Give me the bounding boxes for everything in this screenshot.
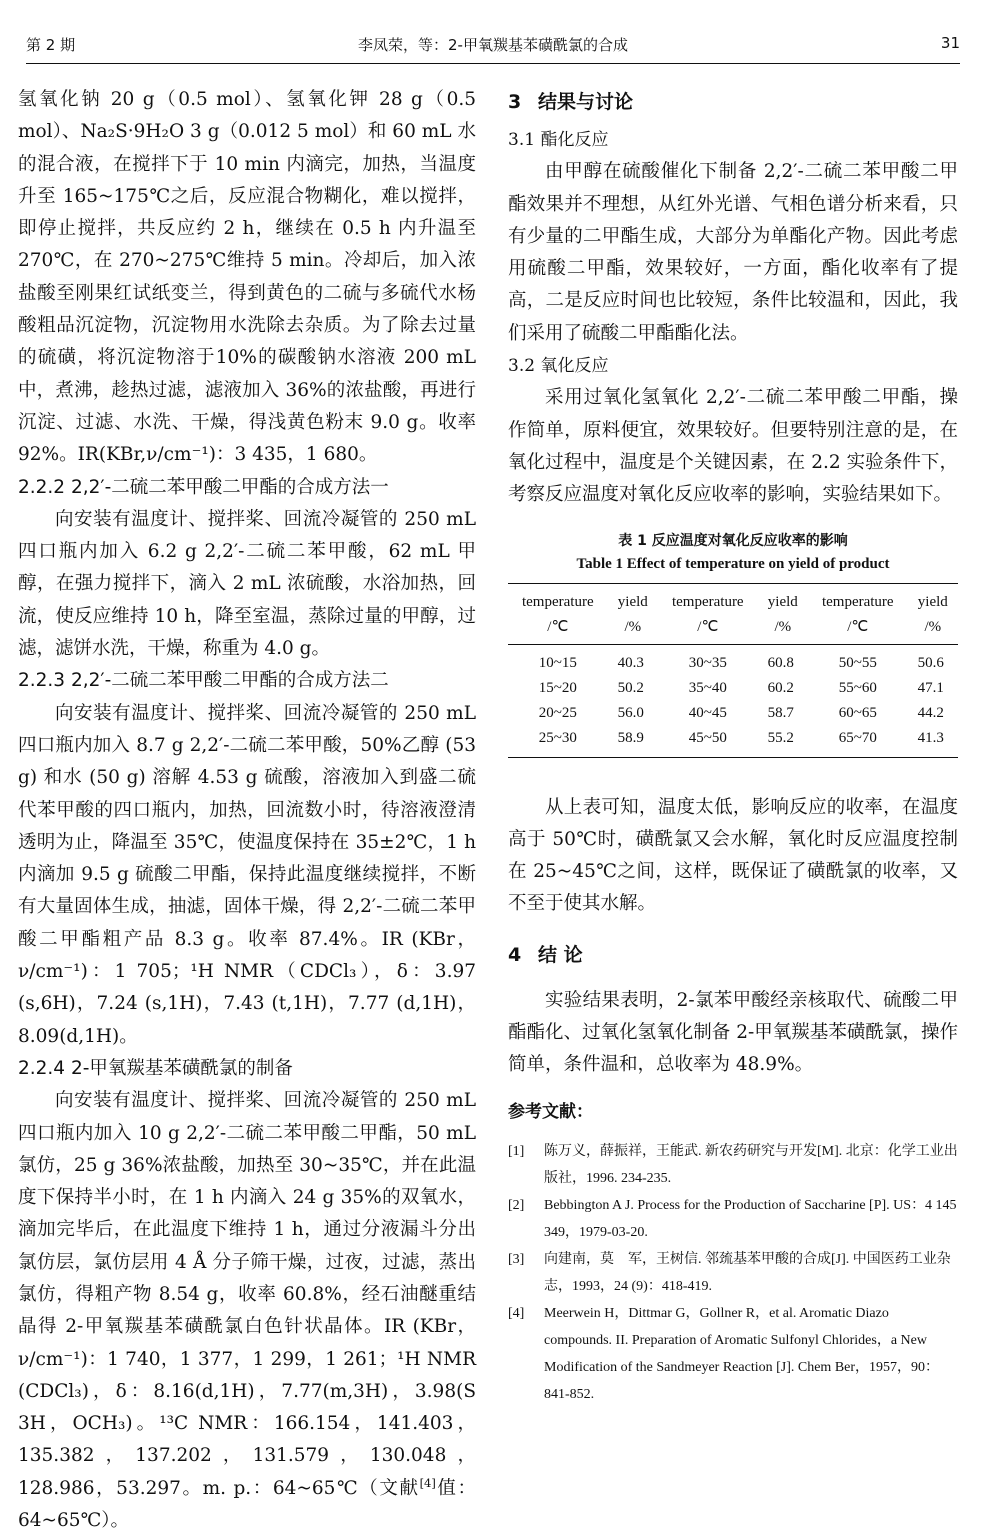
- reference-text: 陈万义，薛振祥，王能武. 新农药研究与开发[M]. 北京：化学工业出版社，1996. 234-235.: [544, 1143, 958, 1186]
- reference-item: [508, 1192, 958, 1246]
- table-cell: 50~55: [838, 654, 877, 671]
- reference-tag: [1]: [508, 1143, 525, 1159]
- right-column: [508, 84, 958, 1408]
- table-row: [508, 676, 958, 701]
- references-list: [508, 1138, 958, 1408]
- table-unit-cell: /℃: [508, 615, 608, 645]
- table-header-cell: temperature: [808, 583, 908, 615]
- table-cell: 58.7: [767, 704, 794, 721]
- table-cell: 40~45: [688, 704, 727, 721]
- table-cell: 60.8: [767, 654, 794, 671]
- reference-tag: [4]: [508, 1305, 525, 1321]
- heading-2-2-4: 2.2.4 2-甲氧羰基苯磺酰氯的制备: [18, 1057, 293, 1079]
- table-unit-cell: /%: [608, 615, 658, 645]
- reference-item: [508, 1246, 958, 1300]
- section-4-heading: [508, 939, 958, 971]
- table-unit-cell: /%: [908, 615, 958, 645]
- paragraph-2-2-2: 向安装有温度计、搅拌桨、回流冷凝管的 250 mL 四口瓶内加入 6.2 g 2,2′-二硫二苯甲酸，62 mL 甲醇，在强力搅拌下，滴入 2 mL 浓硫酸，水浴加热，回流，使反应维持 10 h，降至室温，蒸除过量的甲醇，过滤，滤饼水洗，干燥，称重为 4.0 g。: [18, 508, 476, 660]
- table-header-cell: yield: [608, 583, 658, 615]
- table-cell: 44.2: [917, 704, 944, 721]
- table-cell: 47.1: [917, 679, 944, 696]
- reference-text: Bebbington A J. Process for the Production of Saccharine [P]. US：4 145 349，1979-03-20.: [544, 1197, 957, 1240]
- table-cell: 40.3: [617, 654, 644, 671]
- paragraph-2-2-4-text: 向安装有温度计、搅拌桨、回流冷凝管的 250 mL 四口瓶内加入 10 g 2,2′-二硫二苯甲酸二甲酯，50 mL 氯仿，25 g 36%浓盐酸，加热至 30~35℃，并在此温度下保持半小时，在 1 h 内滴入 24 g 35%的双氧水，滴加完毕后，在此温度下维持 1 h，通过分液漏斗分出氯仿层，氯仿层用 4 Å 分子筛干燥，过夜，过滤，蒸出氯仿，得粗产物 8.54 g，收率 60.8%，经石油醚重结晶得 2-甲氧羰基苯磺酰氯白色针状晶体。IR (KBr，ν/cm⁻¹)：1 740，1 377，1 299，1 261；¹H NMR (CDCl₃)，δ：8.16(d,1H)，7.77(m,3H)，3.98(S 3H，OCH₃)。¹³C NMR：166.154，141.403，135.382，137.202，131.579，130.048，128.986，53.297。m. p.：64~65℃（文献: [18, 1090, 476, 1499]
- table-header-cell: yield: [908, 583, 958, 615]
- yield-table: [508, 583, 958, 758]
- reference-item: [508, 1300, 958, 1408]
- table-row: [508, 644, 958, 676]
- section-3-number: 3: [508, 91, 522, 113]
- table-cell: 65~70: [808, 726, 908, 758]
- table-row: [508, 726, 958, 758]
- paragraph-2-2-4-end: 值：64~65℃）。: [18, 1477, 476, 1532]
- table-cell: 55~60: [838, 679, 877, 696]
- table-caption-zh: 表 1 反应温度对氧化反应收率的影响: [618, 532, 848, 549]
- table-cell: 41.3: [908, 726, 958, 758]
- table-cell: 60.2: [767, 679, 794, 696]
- table-cell: 55.2: [758, 726, 808, 758]
- table-1: [508, 530, 958, 758]
- table-cell: 15~20: [538, 679, 577, 696]
- paragraph-4: 实验结果表明，2-氯苯甲酸经亲核取代、硫酸二甲酯酯化、过氧化氢氧化制备 2-甲氧羰基苯磺酰氯，操作简单，条件温和，总收率为 48.9%。: [508, 989, 958, 1076]
- heading-2-2-2: 2.2.2 2,2′-二硫二苯甲酸二甲酯的合成方法一: [18, 476, 389, 498]
- section-3-heading: [508, 86, 958, 118]
- section-4-number: 4: [508, 943, 522, 966]
- section-4-title: 结 论: [538, 943, 583, 966]
- table-cell: 60~65: [838, 704, 877, 721]
- table-header-cell: temperature: [658, 583, 758, 615]
- heading-3-1: 3.1 酯化反应: [508, 130, 609, 150]
- reference-text: Meerwein H，Dittmar G，Gollner R，et al. Aromatic Diazo compounds. II. Preparation of Aromatic Sulfonyl Chlorides，a New Modification of the Sandmeyer Reaction [J]. Chem Ber，1957，90：841-852.: [544, 1305, 940, 1402]
- left-column: [18, 84, 476, 1537]
- table-cell: 25~30: [508, 726, 608, 758]
- running-title: 李凤荣，等：2-甲氧羰基苯磺酰氯的合成: [358, 36, 628, 54]
- table-cell: 58.9: [608, 726, 658, 758]
- table-unit-cell: /%: [758, 615, 808, 645]
- table-cell: 20~25: [538, 704, 577, 721]
- table-unit-cell: /℃: [658, 615, 758, 645]
- table-cell: 50.2: [617, 679, 644, 696]
- heading-2-2-3: 2.2.3 2,2′-二硫二苯甲酸二甲酯的合成方法二: [18, 670, 389, 692]
- table-header-cell: yield: [758, 583, 808, 615]
- paragraph-3-2: 采用过氧化氢氧化 2,2′-二硫二苯甲酸二甲酯，操作简单，原料便宜，效果较好。但要特别注意的是，在氧化过程中，温度是个关键因素，在 2.2 实验条件下，考察反应温度对氧化反应收率的影响，实验结果如下。: [508, 387, 958, 506]
- table-row: [508, 701, 958, 726]
- table-unit-row: [508, 615, 958, 645]
- issue-label: 第 2 期: [26, 36, 76, 54]
- table-cell: 35~40: [688, 679, 727, 696]
- paragraph-2-2-3: 向安装有温度计、搅拌桨、回流冷凝管的 250 mL 四口瓶内加入 8.7 g 2,2′-二硫二苯甲酸，50%乙醇 (53 g) 和水 (50 g) 溶解 4.53 g 硫酸，溶液加入到盛二硫代苯甲酸的四口瓶内，加热，回流数小时，待溶液澄清透明为止，降温至 35℃，使温度保持在 35±2℃，1 h 内滴加 9.5 g 硫酸二甲酯，保持此温度继续搅拌，不断有大量固体生成，抽滤，固体干燥，得 2,2′-二硫二苯甲酸二甲酯粗产品 8.3 g。收率 87.4%。IR (KBr，ν/cm⁻¹)：1 705；¹H NMR（CDCl₃），δ：3.97 (s,6H)，7.24 (s,1H)，7.43 (t,1H)，7.77 (d,1H)，8.09(d,1H)。: [18, 702, 476, 1047]
- table-header-row: [508, 583, 958, 615]
- page-number: 31: [940, 34, 960, 52]
- heading-3-2: 3.2 氧化反应: [508, 356, 609, 377]
- paragraph-2-2-4: [18, 1085, 476, 1537]
- references-heading: 参考文献：: [508, 1101, 593, 1122]
- paragraph-intro: 氢氧化钠 20 g（0.5 mol）、氢氧化钾 28 g（0.5 mol）、Na₂S·9H₂O 3 g（0.012 5 mol）和 60 mL 水的混合液，在搅拌下于 10 min 内滴完，加热，当温度升至 165~175℃之后，反应混合物糊化，难以搅拌，即停止搅拌，共反应约 2 h，继续在 0.5 h 内升温至 270℃，在 270~275℃维持 5 min。冷却后，加入浓盐酸至刚果红试纸变兰，得到黄色的二硫与多硫代水杨酸粗品沉淀物，沉淀物用水洗除去杂质。为了除去过量的硫磺，将沉淀物溶于10%的碳酸钠水溶液 200 mL 中，煮沸，趁热过滤，滤液加入 36%的浓盐酸，再进行沉淀、过滤、水洗、干燥，得浅黄色粉末 9.0 g。收率 92%。IR(KBr,ν/cm⁻¹)：3 435，1 680。: [18, 89, 476, 466]
- reference-text: 向建南，莫 军，王树信. 邻巯基苯甲酸的合成[J]. 中国医药工业杂志，1993，24 (9)：418-419.: [544, 1251, 951, 1294]
- table-cell: 56.0: [617, 704, 644, 721]
- table-header-cell: temperature: [508, 583, 608, 615]
- citation-ref-4: [4]: [419, 1475, 436, 1490]
- section-3-title: 结果与讨论: [538, 91, 634, 113]
- reference-item: [508, 1138, 958, 1192]
- table-cell: 30~35: [688, 654, 727, 671]
- paragraph-3-1: 由甲醇在硫酸催化下制备 2,2′-二硫二苯甲酸二甲酯效果并不理想，从红外光谱、气相色谱分析来看，只有少量的二甲酯生成，大部分为单酯化产物。因此考虑用硫酸二甲酯，效果较好，一方面，酯化收率有了提高，二是反应时间也比较短，条件比较温和，因此，我们采用了硫酸二甲酯酯化法。: [508, 161, 958, 344]
- reference-tag: [3]: [508, 1251, 525, 1267]
- table-cell: 50.6: [917, 654, 944, 671]
- table-unit-cell: /℃: [808, 615, 908, 645]
- header-rule: [26, 63, 960, 64]
- table-cell: 45~50: [658, 726, 758, 758]
- reference-tag: [2]: [508, 1197, 525, 1213]
- paragraph-after-table: 从上表可知，温度太低，影响反应的收率，在温度高于 50℃时，磺酰氯又会水解，氧化时反应温度控制在 25~45℃之间，这样，既保证了磺酰氯的收率，又不至于使其水解。: [508, 796, 958, 915]
- running-header: [26, 34, 960, 64]
- table-caption-en: Table 1 Effect of temperature on yield of product: [576, 555, 890, 572]
- table-cell: 10~15: [538, 654, 577, 671]
